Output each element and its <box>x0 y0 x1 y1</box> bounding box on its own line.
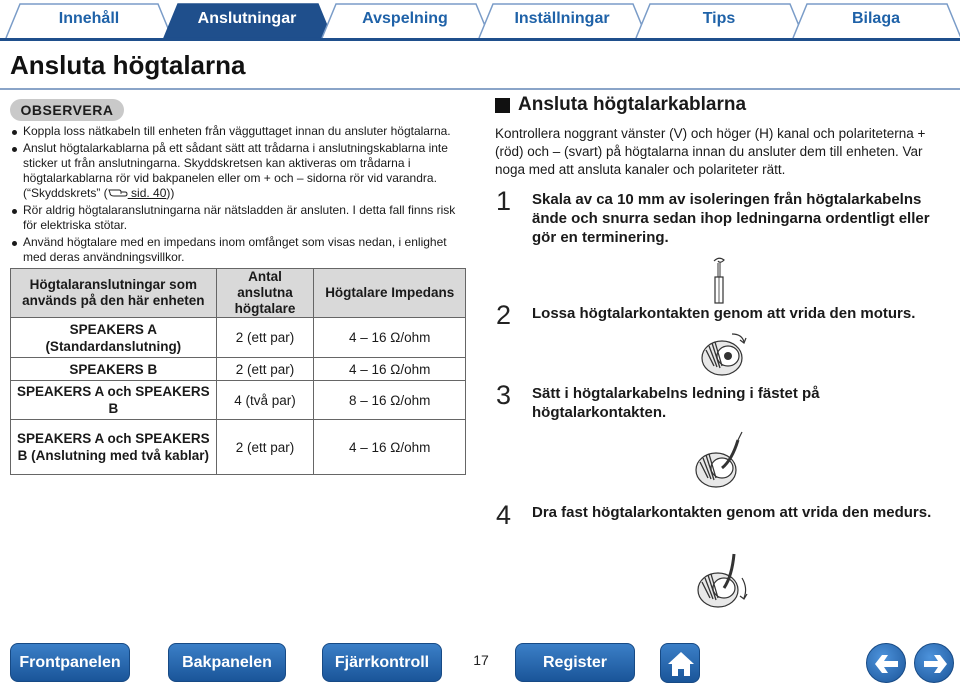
rear-panel-button[interactable]: Bakpanelen <box>168 643 286 682</box>
page-number: 17 <box>473 652 489 668</box>
column-header-connections: Högtalaranslutningar som används på den här enheten <box>11 269 217 318</box>
note-text: Anslut högtalarkablarna på ett sådant sätt att trådarna i anslutningskablarna inte sticker ut från anslutningarna. Skyddskretsen kan aktiveras om trådarna i högtalarkablarna rör vid bakpanelen eller om + och – sidorna rör vid varandra. <box>23 141 448 185</box>
cell-count: 2 (ett par) <box>216 318 314 358</box>
title-divider <box>0 88 960 90</box>
cell-connection: SPEAKERS A och SPEAKERS B <box>11 381 217 420</box>
note-badge: OBSERVERA <box>10 99 124 121</box>
step-1-text: Skala av ca 10 mm av isoleringen från högtalarkabelns ände och snurra sedan ihop ledningarna ordentligt eller gör en terminering. <box>532 191 930 246</box>
note-item <box>10 141 462 201</box>
tab-connections[interactable]: Anslutningar <box>197 10 297 27</box>
cell-count: 2 (ett par) <box>216 358 314 381</box>
step-2-number: 2 <box>496 300 512 330</box>
arrow-right-icon <box>915 644 955 684</box>
home-button[interactable] <box>660 643 700 683</box>
cell-impedance: 4 – 16 Ω/ohm <box>314 420 466 475</box>
front-panel-button[interactable]: Frontpanelen <box>10 643 130 682</box>
cell-count: 2 (ett par) <box>216 420 314 475</box>
arrow-left-icon <box>867 644 907 684</box>
cell-count: 4 (två par) <box>216 381 314 420</box>
index-button[interactable]: Register <box>515 643 635 682</box>
note-item <box>10 203 462 233</box>
page-title: Ansluta högtalarna <box>10 50 246 80</box>
note-text: Koppla loss nätkabeln till enheten från vägguttaget innan du ansluter högtalarna. <box>23 124 451 138</box>
tab-appendix[interactable]: Bilaga <box>851 10 900 27</box>
column-header-impedance: Högtalare Impedans <box>314 269 466 318</box>
note-item <box>10 235 462 265</box>
step-2-text: Lossa högtalarkontakten genom att vrida den moturs. <box>532 305 916 322</box>
note-item <box>10 124 462 139</box>
home-icon <box>661 644 701 684</box>
stripped-wire-icon <box>700 255 740 305</box>
previous-page-button[interactable] <box>866 643 906 683</box>
table-row <box>11 318 466 358</box>
step-4-text: Dra fast högtalarkontakten genom att vrida den medurs. <box>532 504 932 521</box>
top-tab-bar <box>0 0 960 42</box>
next-page-button[interactable] <box>914 643 954 683</box>
speaker-terminal-loosen-icon <box>692 330 752 380</box>
cell-connection: SPEAKERS A (Standardanslutning) <box>11 318 217 358</box>
reference-prefix: (“Skyddskrets” ( <box>23 186 108 200</box>
step-3-number: 3 <box>496 380 512 410</box>
section-intro: Kontrollera noggrant vänster (V) och höger (H) kanal och polariteterna + (röd) och – (svart) på högtalarna innan du ansluter dem till enheten. Var noga med att ansluta kanaler och polariteter rätt. <box>495 126 926 177</box>
tab-underline <box>0 38 960 41</box>
cell-impedance: 4 – 16 Ω/ohm <box>314 318 466 358</box>
speaker-terminal-insert-icon <box>686 430 756 500</box>
column-header-count: Antal anslutna högtalare <box>216 269 314 318</box>
tab-tips[interactable]: Tips <box>702 10 736 27</box>
cell-impedance: 4 – 16 Ω/ohm <box>314 358 466 381</box>
reference-suffix: )) <box>166 186 175 200</box>
tab-settings[interactable]: Inställningar <box>514 10 610 27</box>
remote-control-button[interactable]: Fjärrkontroll <box>322 643 442 682</box>
tab-playback[interactable]: Avspelning <box>362 10 448 27</box>
section-title: Ansluta högtalarkablarna <box>518 94 747 115</box>
speaker-impedance-table <box>10 268 466 475</box>
cell-connection: SPEAKERS A och SPEAKERS B (Anslutning med två kablar) <box>11 420 217 475</box>
note-text: Använd högtalare med en impedans inom omfånget som visas nedan, i enlighet med deras användningsvillkor. <box>23 235 447 264</box>
step-4-number: 4 <box>496 500 512 530</box>
table-row <box>11 381 466 420</box>
note-text: Rör aldrig högtalaranslutningarna när nätsladden är ansluten. I detta fall finns risk för elektriska stötar. <box>23 203 456 232</box>
speaker-terminal-tighten-icon <box>688 548 758 616</box>
step-3-text: Sätt i högtalarkabelns ledning i fästet på högtalarkontakten. <box>532 385 820 421</box>
cell-connection: SPEAKERS B <box>11 358 217 381</box>
table-header-row <box>11 269 466 318</box>
table-row <box>11 420 466 475</box>
cell-impedance: 8 – 16 Ω/ohm <box>314 381 466 420</box>
tab-contents[interactable]: Innehåll <box>58 10 120 27</box>
page-reference[interactable] <box>23 186 174 200</box>
note-list <box>10 124 462 267</box>
step-1-number: 1 <box>496 186 512 216</box>
section-marker-icon <box>495 98 510 113</box>
reference-page-link[interactable]: sid. 40 <box>127 186 167 200</box>
section-heading <box>495 94 746 116</box>
pointing-hand-icon <box>108 186 128 198</box>
table-row <box>11 358 466 381</box>
